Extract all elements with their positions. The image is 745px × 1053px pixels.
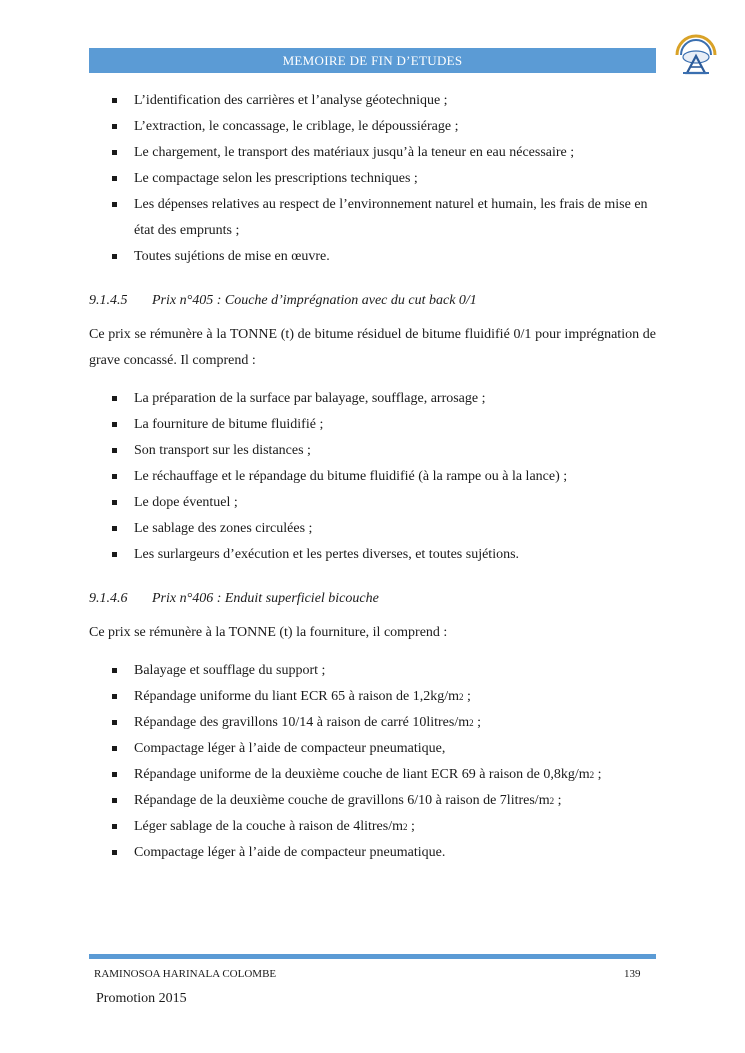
list-item-punctuation: ;: [407, 819, 415, 834]
list-item-text: Compactage léger à l’aide de compacteur pneumatique.: [134, 845, 446, 860]
list-item-text: Léger sablage de la couche à raison de 4litres/m: [134, 819, 403, 834]
unit-exponent: 2: [403, 822, 408, 832]
section-heading-405: [89, 288, 656, 314]
list-item: La préparation de la surface par balayage, soufflage, arrosage ;: [89, 386, 656, 412]
list-item: Son transport sur les distances ;: [89, 438, 656, 464]
list-item-punctuation: ;: [463, 689, 471, 704]
impregnation-list: [89, 386, 656, 568]
list-item-punctuation: ;: [594, 767, 602, 782]
section-number: 9.1.4.5: [89, 293, 128, 308]
list-item: [89, 762, 656, 788]
list-item: [89, 736, 656, 762]
unit-exponent: 2: [549, 796, 555, 806]
requirements-list: [89, 88, 656, 270]
list-item: Les surlargeurs d’exécution et les pertes diverses, et toutes sujétions.: [89, 542, 656, 568]
list-item-punctuation: ;: [473, 715, 482, 730]
list-item-text: Répandage de la deuxième couche de gravillons 6/10 à raison de 7litres/m: [134, 793, 550, 808]
list-item: Les dépenses relatives au respect de l’environnement naturel et humain, les frais de mise en état des emprunts ;: [89, 192, 656, 244]
section-title-text: Prix n°405 : Couche d’imprégnation avec du cut back 0/1: [152, 293, 477, 308]
list-item: [89, 840, 656, 866]
page-number: 139: [624, 968, 641, 980]
list-item: [89, 710, 656, 736]
page-header-title: MEMOIRE DE FIN D’ETUDES: [89, 48, 656, 73]
list-item: La fourniture de bitume fluidifié ;: [89, 412, 656, 438]
section-paragraph: Ce prix se rémunère à la TONNE (t) la fourniture, il comprend :: [89, 625, 448, 640]
footer-divider: [89, 954, 656, 959]
section-paragraph: Ce prix se rémunère à la TONNE (t) de bitume résiduel de bitume fluidifié 0/1 pour imprégnation de grave concassé. Il comprend :: [89, 327, 656, 368]
list-item-text: Répandage uniforme de la deuxième couche de liant ECR 69 à raison de 0,8kg/m: [134, 767, 590, 782]
footer-author: RAMINOSOA HARINALA COLOMBE: [94, 968, 277, 980]
page-content: [89, 88, 656, 866]
school-emblem-logo: [673, 33, 719, 77]
list-item: Le dope éventuel ;: [89, 490, 656, 516]
list-item: Le compactage selon les prescriptions techniques ;: [89, 166, 656, 192]
bicouche-list: [89, 658, 656, 866]
list-item: [89, 684, 656, 710]
list-item: Le sablage des zones circulées ;: [89, 516, 656, 542]
list-item-text: Répandage des gravillons 10/14 à raison de carré 10litres/m: [134, 715, 470, 730]
section-title-text: Prix n°406 : Enduit superficiel bicouche: [152, 591, 379, 606]
list-item: Le réchauffage et le répandage du bitume fluidifié (à la rampe ou à la lance) ;: [89, 464, 656, 490]
list-item: [89, 788, 656, 814]
unit-exponent: 2: [459, 692, 464, 702]
unit-exponent: 2: [589, 770, 595, 780]
list-item: Le chargement, le transport des matériaux jusqu’à la teneur en eau nécessaire ;: [89, 140, 656, 166]
list-item-punctuation: ;: [554, 793, 562, 808]
section-heading-406: [89, 586, 656, 612]
list-item: L’identification des carrières et l’analyse géotechnique ;: [89, 88, 656, 114]
footer-promotion: Promotion 2015: [96, 991, 187, 1006]
list-item: Toutes sujétions de mise en œuvre.: [89, 244, 656, 270]
list-item: L’extraction, le concassage, le criblage, le dépoussiérage ;: [89, 114, 656, 140]
unit-exponent: 2: [469, 718, 474, 728]
list-item: [89, 658, 656, 684]
list-item-text: Compactage léger à l’aide de compacteur pneumatique,: [134, 741, 446, 756]
list-item-text: Balayage et soufflage du support ;: [134, 663, 326, 678]
section-number: 9.1.4.6: [89, 591, 128, 606]
list-item: [89, 814, 656, 840]
list-item-text: Répandage uniforme du liant ECR 65 à raison de 1,2kg/m: [134, 689, 460, 704]
